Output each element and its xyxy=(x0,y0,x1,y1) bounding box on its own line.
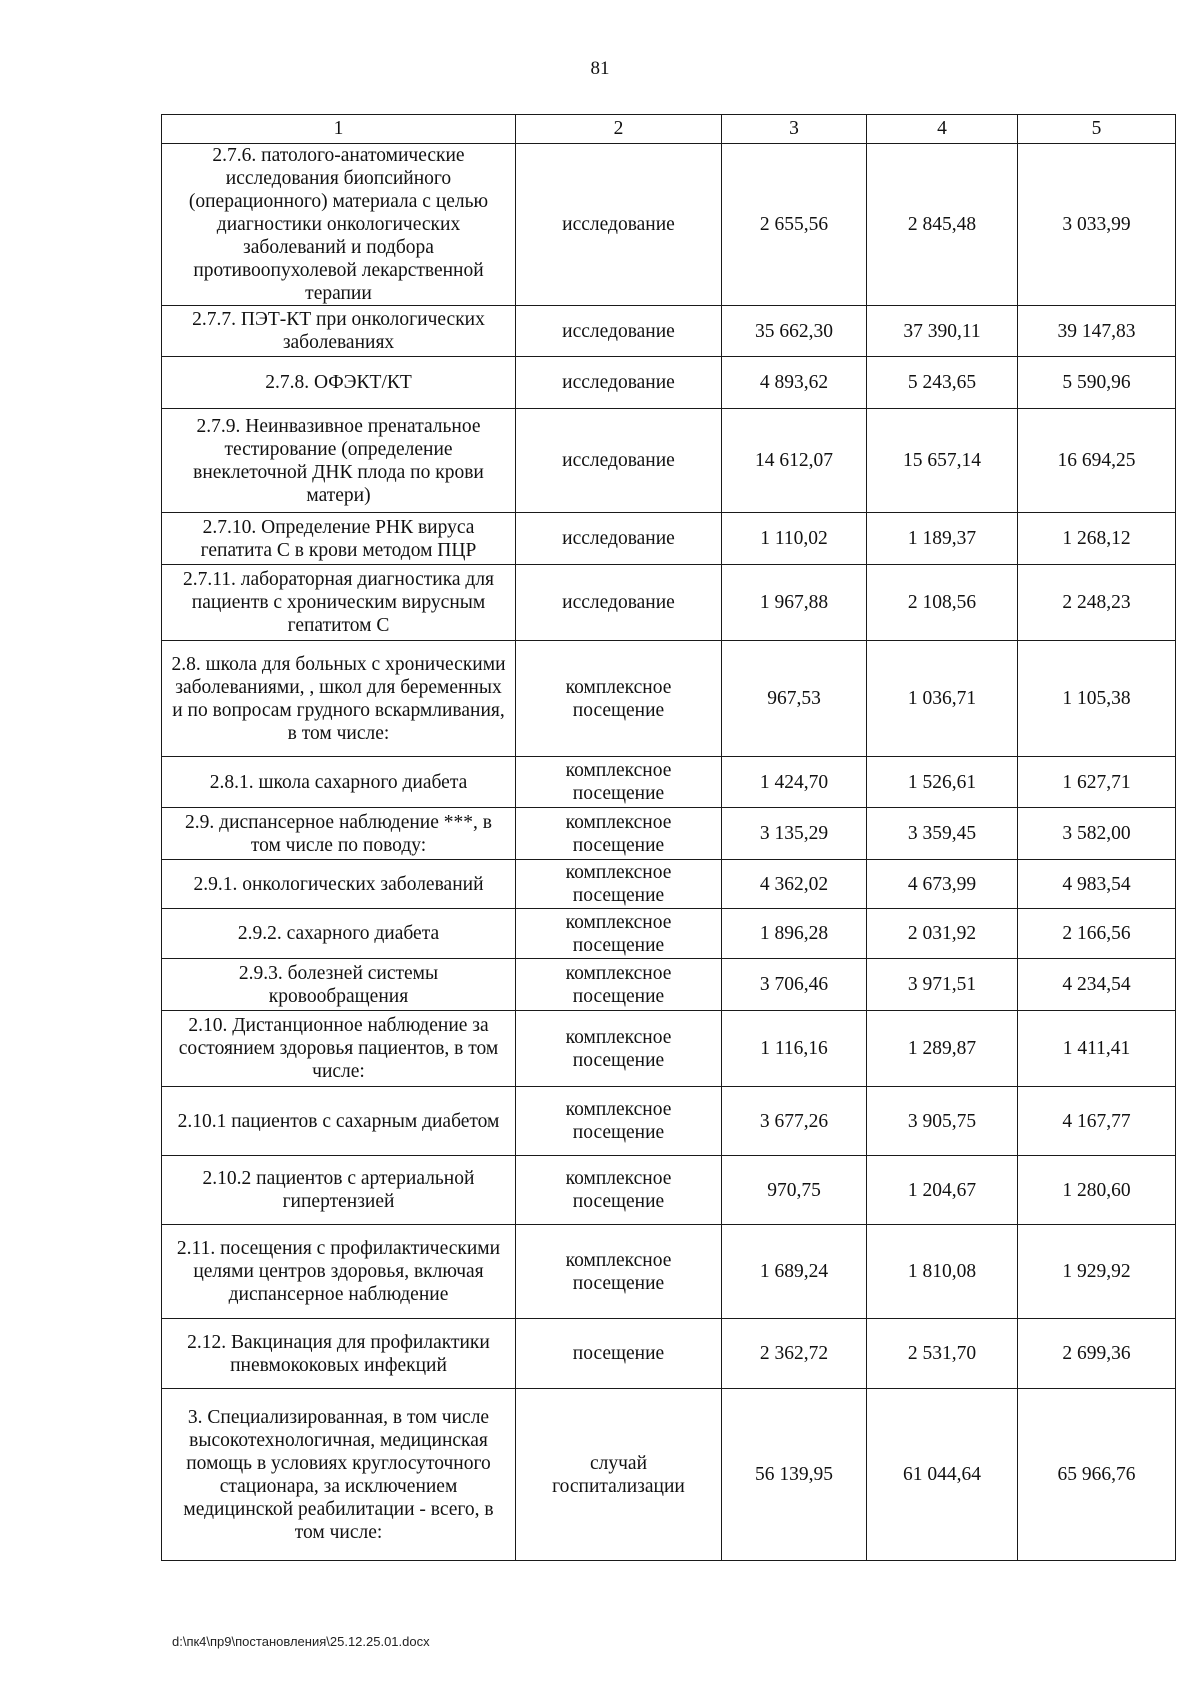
column-header-3: 3 xyxy=(722,115,867,144)
row-unit: комплексное посещение xyxy=(516,909,722,959)
row-value-col4: 1 526,61 xyxy=(867,757,1018,808)
row-value-col4: 1 810,08 xyxy=(867,1225,1018,1319)
row-value-col4: 1 189,37 xyxy=(867,513,1018,565)
row-value-col4: 2 531,70 xyxy=(867,1319,1018,1389)
row-unit: исследование xyxy=(516,565,722,641)
row-value-col3: 2 362,72 xyxy=(722,1319,867,1389)
row-value-col5: 1 280,60 xyxy=(1018,1156,1176,1225)
row-value-col5: 4 167,77 xyxy=(1018,1087,1176,1156)
row-value-col3: 967,53 xyxy=(722,641,867,757)
tariff-table xyxy=(161,114,1176,1561)
row-unit: комплексное посещение xyxy=(516,1225,722,1319)
row-value-col4: 2 108,56 xyxy=(867,565,1018,641)
row-value-col5: 1 627,71 xyxy=(1018,757,1176,808)
row-name: 2.7.9. Неинвазивное пренатальное тестирование (определение внеклеточной ДНК плода по крови матери) xyxy=(162,409,516,513)
table-row xyxy=(162,959,1176,1011)
table-row xyxy=(162,409,1176,513)
row-unit: комплексное посещение xyxy=(516,1087,722,1156)
row-unit: исследование xyxy=(516,306,722,357)
column-header-2: 2 xyxy=(516,115,722,144)
row-value-col4: 1 036,71 xyxy=(867,641,1018,757)
row-name: 2.11. посещения с профилактическими целями центров здоровья, включая диспансерное наблюдение xyxy=(162,1225,516,1319)
row-name: 2.9.2. сахарного диабета xyxy=(162,909,516,959)
row-unit: комплексное посещение xyxy=(516,808,722,860)
row-unit: комплексное посещение xyxy=(516,641,722,757)
page-number: 81 xyxy=(590,58,610,79)
row-value-col5: 5 590,96 xyxy=(1018,357,1176,409)
row-name: 2.7.7. ПЭТ-КТ при онкологических заболеваниях xyxy=(162,306,516,357)
row-unit: комплексное посещение xyxy=(516,757,722,808)
column-header-5: 5 xyxy=(1018,115,1176,144)
row-name: 2.9.1. онкологических заболеваний xyxy=(162,860,516,909)
row-value-col4: 37 390,11 xyxy=(867,306,1018,357)
row-value-col3: 35 662,30 xyxy=(722,306,867,357)
row-value-col3: 1 896,28 xyxy=(722,909,867,959)
table-row xyxy=(162,513,1176,565)
row-value-col5: 1 268,12 xyxy=(1018,513,1176,565)
row-value-col5: 1 411,41 xyxy=(1018,1011,1176,1087)
table-row xyxy=(162,144,1176,306)
row-unit: случай госпитализации xyxy=(516,1389,722,1561)
table-row xyxy=(162,1087,1176,1156)
row-unit: комплексное посещение xyxy=(516,1011,722,1087)
table-row xyxy=(162,1225,1176,1319)
row-value-col4: 4 673,99 xyxy=(867,860,1018,909)
table-row xyxy=(162,565,1176,641)
row-value-col5: 39 147,83 xyxy=(1018,306,1176,357)
row-name: 2.10.1 пациентов с сахарным диабетом xyxy=(162,1087,516,1156)
row-value-col5: 2 248,23 xyxy=(1018,565,1176,641)
row-value-col5: 16 694,25 xyxy=(1018,409,1176,513)
row-value-col4: 61 044,64 xyxy=(867,1389,1018,1561)
row-name: 2.9.3. болезней системы кровообращения xyxy=(162,959,516,1011)
row-name: 3. Специализированная, в том числе высокотехнологичная, медицинская помощь в условиях круглосуточного стационара, за исключением медицинской реабилитации - всего, в том числе: xyxy=(162,1389,516,1561)
row-value-col5: 2 166,56 xyxy=(1018,909,1176,959)
row-value-col4: 3 971,51 xyxy=(867,959,1018,1011)
row-value-col4: 5 243,65 xyxy=(867,357,1018,409)
row-unit: исследование xyxy=(516,357,722,409)
row-value-col4: 1 204,67 xyxy=(867,1156,1018,1225)
table-row xyxy=(162,1389,1176,1561)
row-value-col5: 1 929,92 xyxy=(1018,1225,1176,1319)
row-value-col4: 3 905,75 xyxy=(867,1087,1018,1156)
document-file-path: d:\пк4\пр9\постановления\25.12.25.01.docx xyxy=(172,1634,430,1649)
row-value-col4: 3 359,45 xyxy=(867,808,1018,860)
row-name: 2.7.8. ОФЭКТ/КТ xyxy=(162,357,516,409)
table-row xyxy=(162,306,1176,357)
table-row xyxy=(162,1011,1176,1087)
table-header-row xyxy=(162,115,1176,144)
row-name: 2.7.11. лабораторная диагностика для пациентв с хроническим вирусным гепатитом С xyxy=(162,565,516,641)
row-value-col5: 4 983,54 xyxy=(1018,860,1176,909)
row-value-col3: 2 655,56 xyxy=(722,144,867,306)
row-value-col4: 2 845,48 xyxy=(867,144,1018,306)
row-value-col3: 3 135,29 xyxy=(722,808,867,860)
table-row xyxy=(162,909,1176,959)
row-value-col5: 4 234,54 xyxy=(1018,959,1176,1011)
column-header-1: 1 xyxy=(162,115,516,144)
row-value-col5: 2 699,36 xyxy=(1018,1319,1176,1389)
row-value-col3: 1 424,70 xyxy=(722,757,867,808)
row-unit: исследование xyxy=(516,144,722,306)
row-name: 2.8. школа для больных с хроническими заболеваниями, , школ для беременных и по вопросам грудного вскармливания, в том числе: xyxy=(162,641,516,757)
table-row xyxy=(162,357,1176,409)
row-unit: исследование xyxy=(516,513,722,565)
row-value-col3: 3 677,26 xyxy=(722,1087,867,1156)
row-unit: исследование xyxy=(516,409,722,513)
table-row xyxy=(162,860,1176,909)
row-name: 2.9. диспансерное наблюдение ***, в том числе по поводу: xyxy=(162,808,516,860)
row-name: 2.12. Вакцинация для профилактики пневмококовых инфекций xyxy=(162,1319,516,1389)
row-value-col3: 1 689,24 xyxy=(722,1225,867,1319)
row-value-col3: 1 116,16 xyxy=(722,1011,867,1087)
row-value-col3: 1 967,88 xyxy=(722,565,867,641)
row-value-col3: 14 612,07 xyxy=(722,409,867,513)
row-unit: посещение xyxy=(516,1319,722,1389)
row-name: 2.8.1. школа сахарного диабета xyxy=(162,757,516,808)
row-value-col3: 4 893,62 xyxy=(722,357,867,409)
row-value-col5: 3 033,99 xyxy=(1018,144,1176,306)
row-value-col3: 970,75 xyxy=(722,1156,867,1225)
row-value-col4: 1 289,87 xyxy=(867,1011,1018,1087)
row-unit: комплексное посещение xyxy=(516,959,722,1011)
row-name: 2.10.2 пациентов с артериальной гипертензией xyxy=(162,1156,516,1225)
row-value-col5: 3 582,00 xyxy=(1018,808,1176,860)
row-value-col4: 2 031,92 xyxy=(867,909,1018,959)
table-row xyxy=(162,1319,1176,1389)
row-value-col4: 15 657,14 xyxy=(867,409,1018,513)
table-row xyxy=(162,757,1176,808)
row-unit: комплексное посещение xyxy=(516,1156,722,1225)
column-header-4: 4 xyxy=(867,115,1018,144)
table-row xyxy=(162,808,1176,860)
row-value-col3: 3 706,46 xyxy=(722,959,867,1011)
row-unit: комплексное посещение xyxy=(516,860,722,909)
row-value-col3: 4 362,02 xyxy=(722,860,867,909)
row-name: 2.7.10. Определение РНК вируса гепатита С в крови методом ПЦР xyxy=(162,513,516,565)
row-value-col5: 1 105,38 xyxy=(1018,641,1176,757)
table-row xyxy=(162,1156,1176,1225)
table-row xyxy=(162,641,1176,757)
row-value-col3: 56 139,95 xyxy=(722,1389,867,1561)
row-name: 2.7.6. патолого-анатомические исследования биопсийного (операционного) материала с целью диагностики онкологических заболеваний и подбора противоопухолевой лекарственной терапии xyxy=(162,144,516,306)
row-value-col5: 65 966,76 xyxy=(1018,1389,1176,1561)
row-value-col3: 1 110,02 xyxy=(722,513,867,565)
row-name: 2.10. Дистанционное наблюдение за состоянием здоровья пациентов, в том числе: xyxy=(162,1011,516,1087)
